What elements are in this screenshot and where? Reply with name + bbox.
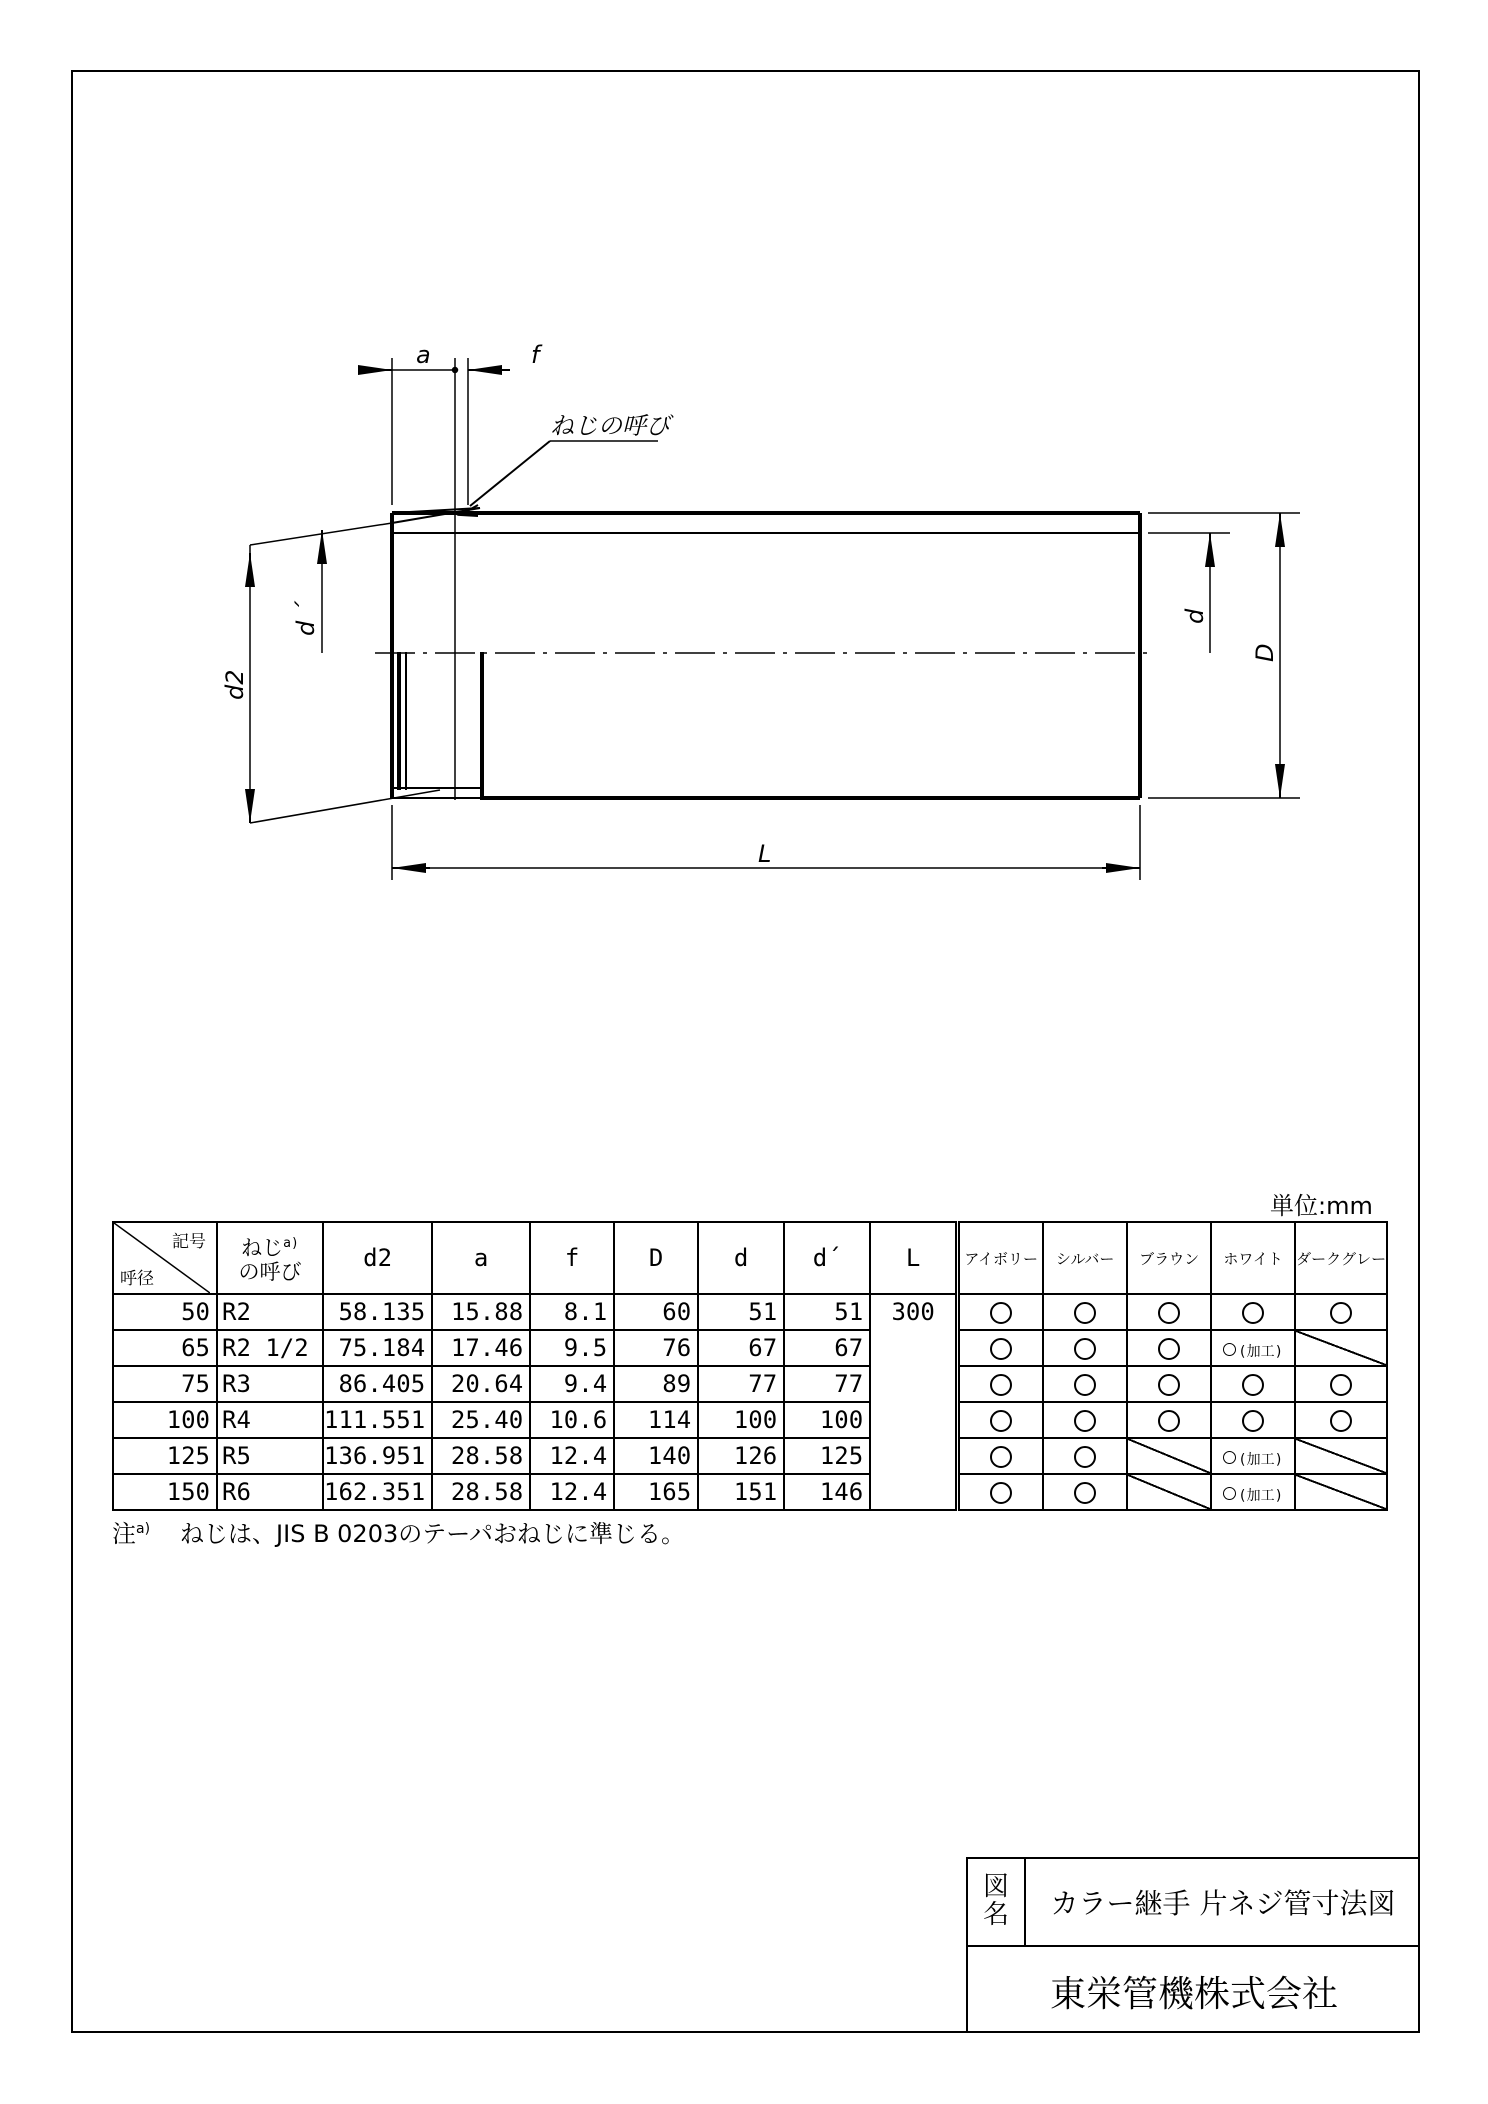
cell-d2: 162.351: [323, 1474, 432, 1510]
table-row: [113, 1366, 1387, 1402]
table-row: [113, 1294, 1387, 1330]
cell-brown: [1127, 1294, 1211, 1330]
header-brown: ブラウン: [1127, 1222, 1211, 1294]
corner-size-label: 呼径: [120, 1269, 154, 1289]
cell-silver: [1043, 1474, 1127, 1510]
thread-leader-line: [470, 441, 550, 506]
cell-dark-gray-unavailable: [1295, 1330, 1387, 1366]
cell-L: [870, 1294, 958, 1510]
dimension-d-prime-d2: [250, 523, 440, 823]
cell-a: 15.88: [432, 1294, 530, 1330]
cell-D: 140: [614, 1438, 698, 1474]
label-d-prime: d ´: [292, 601, 320, 636]
available-circle-icon: [1223, 1487, 1236, 1500]
label-d: d: [1181, 608, 1209, 624]
cell-silver: [1043, 1402, 1127, 1438]
cell-brown-unavailable: [1127, 1438, 1211, 1474]
cell-f: 8.1: [530, 1294, 614, 1330]
header-thread-line1: ねじ: [241, 1236, 284, 1260]
drawing-title: カラー継手 片ネジ管寸法図: [1050, 1887, 1396, 1920]
available-circle-icon: [990, 1374, 1012, 1396]
available-circle-icon: [1158, 1374, 1180, 1396]
header-thread-sup: a): [283, 1236, 299, 1251]
cell-f: 12.4: [530, 1474, 614, 1510]
available-circle-icon: [990, 1302, 1012, 1324]
cell-ivory: [958, 1366, 1044, 1402]
table-row: [113, 1438, 1387, 1474]
cell-dark-gray-unavailable: [1295, 1438, 1387, 1474]
cell-a: 20.64: [432, 1366, 530, 1402]
label-a: a: [416, 341, 431, 369]
title-label-line1: 図: [982, 1872, 1009, 1902]
cell-white: [1211, 1366, 1295, 1402]
thread-callout: [470, 441, 658, 506]
label-d2: d2: [221, 669, 249, 700]
available-circle-icon: [1074, 1410, 1096, 1432]
cell-silver: [1043, 1438, 1127, 1474]
cell-thread: R4: [217, 1402, 323, 1438]
cell-D: 114: [614, 1402, 698, 1438]
label-D: D: [1251, 643, 1279, 662]
cell-d: 67: [698, 1330, 784, 1366]
cell-d: 77: [698, 1366, 784, 1402]
header-d: d: [698, 1222, 784, 1294]
footnote-text: ねじは、JIS B 0203のテーパおねじに準じる。: [180, 1520, 686, 1548]
cell-d2: 58.135: [323, 1294, 432, 1330]
available-circle-icon: [1242, 1410, 1264, 1432]
cell-f: 9.5: [530, 1330, 614, 1366]
header-silver: シルバー: [1043, 1222, 1127, 1294]
cell-brown: [1127, 1402, 1211, 1438]
cell-thread: R3: [217, 1366, 323, 1402]
cell-dark-gray: [1295, 1402, 1387, 1438]
cell-d: 126: [698, 1438, 784, 1474]
cell-d2: 75.184: [323, 1330, 432, 1366]
cell-ivory: [958, 1330, 1044, 1366]
cell-ivory: [958, 1438, 1044, 1474]
cell-d-prime: 146: [784, 1474, 870, 1510]
processed-label: (加工): [1238, 1344, 1284, 1360]
cell-d-prime: 51: [784, 1294, 870, 1330]
label-L: L: [758, 840, 772, 868]
dimension-table: [112, 1221, 1388, 1511]
corner-symbol-label: 記号: [172, 1232, 206, 1252]
cell-f: 9.4: [530, 1366, 614, 1402]
available-circle-icon: [1330, 1410, 1352, 1432]
available-circle-icon: [1074, 1302, 1096, 1324]
header-f: f: [530, 1222, 614, 1294]
cell-d: 151: [698, 1474, 784, 1510]
dim-dot: [453, 368, 458, 373]
available-circle-icon: [1330, 1374, 1352, 1396]
header-thread: [217, 1222, 323, 1294]
available-circle-icon: [1242, 1302, 1264, 1324]
cell-white: [1211, 1330, 1295, 1366]
available-circle-icon: [1158, 1410, 1180, 1432]
unit-label: 単位:mm: [1270, 1192, 1373, 1220]
cell-d-prime: 67: [784, 1330, 870, 1366]
available-circle-icon: [1074, 1446, 1096, 1468]
available-circle-icon: [1223, 1343, 1236, 1356]
thread-callout-label: ねじの呼び: [550, 412, 670, 440]
cell-dark-gray: [1295, 1366, 1387, 1402]
cell-thread: R6: [217, 1474, 323, 1510]
available-circle-icon: [990, 1446, 1012, 1468]
available-circle-icon: [1074, 1482, 1096, 1504]
processed-label: (加工): [1238, 1452, 1284, 1468]
dimension-a-f: [360, 358, 510, 800]
cell-d: 100: [698, 1402, 784, 1438]
available-circle-icon: [1074, 1374, 1096, 1396]
title-label-line2: 名: [982, 1900, 1009, 1930]
cell-ivory: [958, 1474, 1044, 1510]
cell-a: 17.46: [432, 1330, 530, 1366]
pipe-body: [375, 505, 1150, 798]
table-row: [113, 1474, 1387, 1510]
cell-silver: [1043, 1294, 1127, 1330]
cell-ivory: [958, 1294, 1044, 1330]
header-white: ホワイト: [1211, 1222, 1295, 1294]
available-circle-icon: [1074, 1338, 1096, 1360]
cell-a: 28.58: [432, 1438, 530, 1474]
cell-f: 10.6: [530, 1402, 614, 1438]
cell-white: [1211, 1438, 1295, 1474]
title-block: [966, 1857, 1420, 2033]
cell-thread: R5: [217, 1438, 323, 1474]
cell-dark-gray: [1295, 1294, 1387, 1330]
available-circle-icon: [1223, 1451, 1236, 1464]
cell-white: [1211, 1474, 1295, 1510]
available-circle-icon: [1330, 1302, 1352, 1324]
footnote-sup: a): [136, 1521, 151, 1537]
processed-label: (加工): [1238, 1488, 1284, 1504]
header-L: L: [870, 1222, 958, 1294]
cell-silver: [1043, 1366, 1127, 1402]
header-thread-line2: の呼び: [238, 1260, 302, 1284]
cell-D: 60: [614, 1294, 698, 1330]
label-f: f: [531, 341, 540, 369]
cell-d: 51: [698, 1294, 784, 1330]
cell-white: [1211, 1294, 1295, 1330]
cell-size: 65: [113, 1330, 217, 1366]
header-a: a: [432, 1222, 530, 1294]
available-circle-icon: [990, 1410, 1012, 1432]
cell-size: 75: [113, 1366, 217, 1402]
cell-d2: 136.951: [323, 1438, 432, 1474]
cell-silver: [1043, 1330, 1127, 1366]
cell-thread: R2 1/2: [217, 1330, 323, 1366]
available-circle-icon: [990, 1482, 1012, 1504]
header-ivory: アイボリー: [958, 1222, 1044, 1294]
title-label: [968, 1859, 1026, 1945]
header-d-prime: d´: [784, 1222, 870, 1294]
table-row: [113, 1330, 1387, 1366]
header-d2: d2: [323, 1222, 432, 1294]
header-D: D: [614, 1222, 698, 1294]
title-row: [968, 1859, 1420, 1947]
ext-line-d2-bottom: [250, 790, 440, 823]
cell-d-prime: 125: [784, 1438, 870, 1474]
table-header-row: [113, 1222, 1387, 1294]
cell-f: 12.4: [530, 1438, 614, 1474]
footnote: [112, 1514, 685, 1549]
available-circle-icon: [1158, 1338, 1180, 1360]
cell-D: 76: [614, 1330, 698, 1366]
cell-a: 28.58: [432, 1474, 530, 1510]
cell-a: 25.40: [432, 1402, 530, 1438]
cell-brown: [1127, 1366, 1211, 1402]
cell-white: [1211, 1402, 1295, 1438]
cell-dark-gray-unavailable: [1295, 1474, 1387, 1510]
available-circle-icon: [1242, 1374, 1264, 1396]
cell-brown: [1127, 1330, 1211, 1366]
cell-L-value: 300: [891, 1298, 935, 1326]
available-circle-icon: [990, 1338, 1012, 1360]
cell-d2: 111.551: [323, 1402, 432, 1438]
table-row: [113, 1402, 1387, 1438]
cell-brown-unavailable: [1127, 1474, 1211, 1510]
cell-ivory: [958, 1402, 1044, 1438]
cell-size: 125: [113, 1438, 217, 1474]
footnote-prefix: 注: [112, 1520, 136, 1548]
corner-header: [113, 1222, 217, 1294]
cell-d-prime: 100: [784, 1402, 870, 1438]
cell-thread: R2: [217, 1294, 323, 1330]
header-dark-gray: ダークグレー: [1295, 1222, 1387, 1294]
company-name: 東栄管機株式会社: [1049, 1973, 1338, 2015]
cell-size: 50: [113, 1294, 217, 1330]
cell-D: 165: [614, 1474, 698, 1510]
cell-d2: 86.405: [323, 1366, 432, 1402]
cell-size: 150: [113, 1474, 217, 1510]
cell-D: 89: [614, 1366, 698, 1402]
cell-d-prime: 77: [784, 1366, 870, 1402]
available-circle-icon: [1158, 1302, 1180, 1324]
cell-size: 100: [113, 1402, 217, 1438]
